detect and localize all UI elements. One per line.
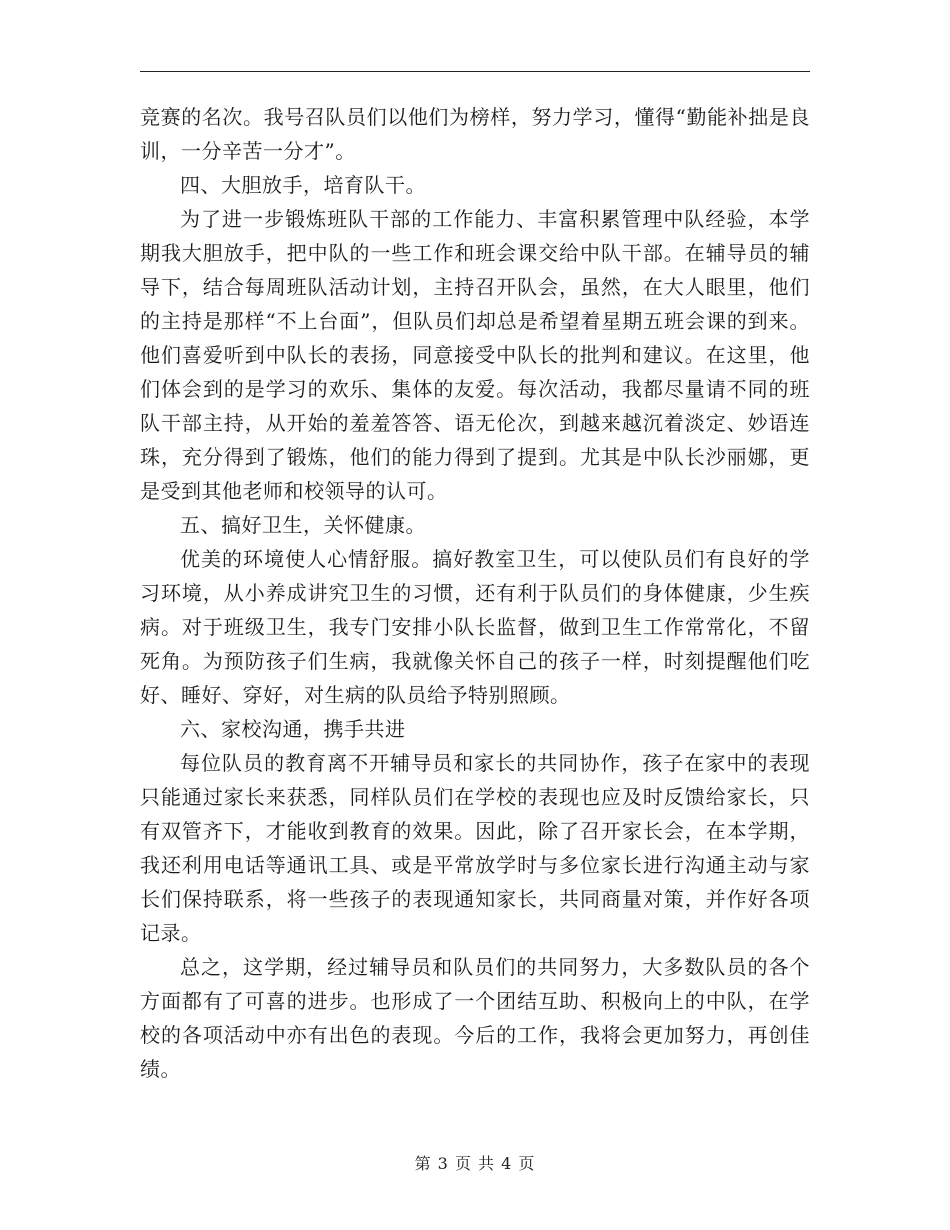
paragraph-home-school: 每位队员的教育离不开辅导员和家长的共同协作，孩子在家中的表现只能通过家长来获悉，同样队员们在学校的表现也应及时反馈给家长，只有双管齐下，才能收到教育的效果。因此，除了召开家长会，在本学期，我还利用电话等通讯工具、或是平常放学时与多位家长进行沟通主动与家长们保持联系，将一些孩子的表现通知家长，共同商量对策，并作好各项记录。: [140, 751, 810, 945]
paragraph-summary: 总之，这学期，经过辅导员和队员们的共同努力，大多数队员的各个方面都有了可喜的进步。也形成了一个团结互助、积极向上的中队，在学校的各项活动中亦有出色的表现。今后的工作，我将会更加努力，再创佳绩。: [140, 955, 810, 1081]
header-rule: [140, 71, 810, 72]
paragraph-hygiene: 优美的环境使人心情舒服。搞好教室卫生，可以使队员们有良好的学习环境，从小养成讲究卫生的习惯，还有利于队员们的身体健康，少生疾病。对于班级卫生，我专门安排小队长监督，做到卫生工作常常化，不留死角。为预防孩子们生病，我就像关怀自己的孩子一样，时刻提醒他们吃好、睡好、穿好，对生病的队员给予特别照顾。: [140, 547, 810, 707]
section-heading-five: 五、搞好卫生，关怀健康。: [180, 513, 426, 537]
page-number-footer: 第 3 页 共 4 页: [414, 1154, 536, 1173]
paragraph-continuation: 竞赛的名次。我号召队员们以他们为榜样，努力学习，懂得“勤能补拙是良训，一分辛苦一分才”。: [140, 105, 810, 163]
section-heading-four: 四、大胆放手，培育队干。: [180, 173, 426, 197]
section-heading-six: 六、家校沟通，携手共进: [180, 717, 406, 741]
paragraph-team-leaders: 为了进一步锻炼班队干部的工作能力、丰富积累管理中队经验，本学期我大胆放手，把中队的一些工作和班会课交给中队干部。在辅导员的辅导下，结合每周班队活动计划，主持召开队会，虽然，在大人眼里，他们的主持是那样“不上台面”，但队员们却总是希望着星期五班会课的到来。他们喜爱听到中队长的表扬，同意接受中队长的批判和建议。在这里，他们体会到的是学习的欢乐、集体的友爱。每次活动，我都尽量请不同的班队干部主持，从开始的羞羞答答、语无伦次，到越来越沉着淡定、妙语连珠，充分得到了锻炼，他们的能力得到了提到。尤其是中队长沙丽娜，更是受到其他老师和校领导的认可。: [140, 207, 810, 503]
document-body: [140, 100, 810, 1086]
